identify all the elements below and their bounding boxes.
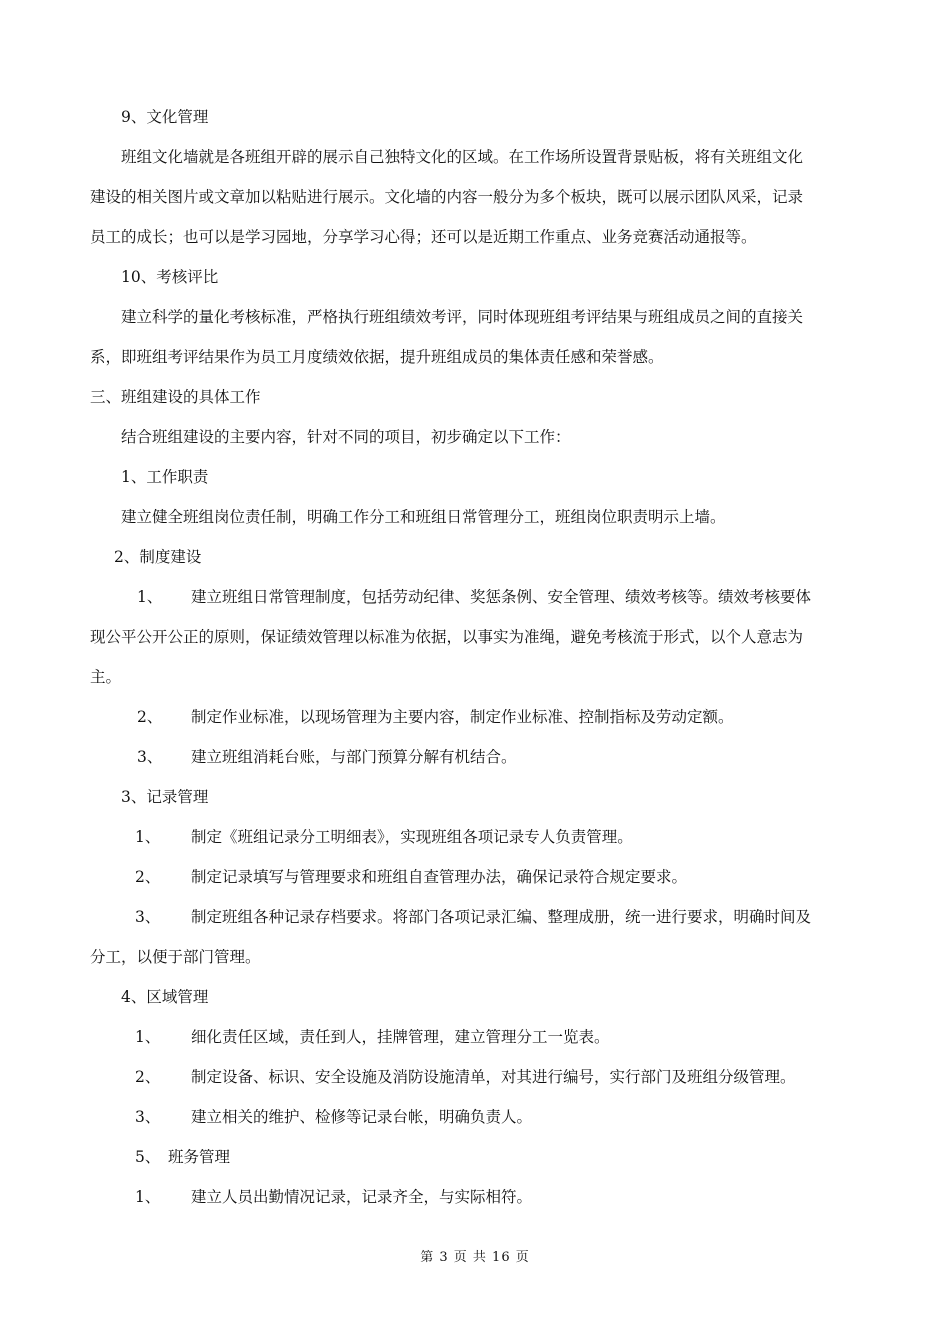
heading-number: 5、 bbox=[135, 1148, 161, 1166]
paragraph-text: 现公平公开公正的原则，保证绩效管理以标准为依据，以事实为准绳，避免考核流于形式，以个人意志为 bbox=[90, 628, 804, 646]
list-text: 制定《班组记录分工明细表》，实现班组各项记录专人负责管理。 bbox=[191, 828, 633, 846]
list-text: 建立班组消耗台账，与部门预算分解有机结合。 bbox=[191, 748, 517, 766]
list-text: 建立人员出勤情况记录，记录齐全，与实际相符。 bbox=[191, 1188, 533, 1206]
list-number: 3、 bbox=[135, 1108, 161, 1126]
paragraph-text: 建立健全班组岗位责任制，明确工作分工和班组日常管理分工，班组岗位职责明示上墙。 bbox=[121, 508, 726, 526]
paragraph-text: 建立科学的量化考核标准，严格执行班组绩效考评，同时体现班组考评结果与班组成员之间的直接关 bbox=[121, 308, 804, 326]
list-text: 建立相关的维护、检修等记录台帐，明确负责人。 bbox=[191, 1108, 533, 1126]
list-number: 1、 bbox=[135, 1028, 161, 1046]
list-number: 2、 bbox=[137, 708, 163, 726]
heading-text: 三、班组建设的具体工作 bbox=[90, 388, 261, 406]
list-number: 2、 bbox=[135, 1068, 161, 1086]
page-footer: 第 3 页 共 16 页 bbox=[420, 1250, 530, 1265]
list-text: 制定记录填写与管理要求和班组自查管理办法，确保记录符合规定要求。 bbox=[191, 868, 688, 886]
paragraph-text: 分工，以便于部门管理。 bbox=[90, 948, 261, 966]
heading-text: 4、区域管理 bbox=[121, 988, 209, 1006]
list-text: 制定班组各种记录存档要求。将部门各项记录汇编、整理成册，统一进行要求，明确时间及 bbox=[191, 908, 812, 926]
heading-text: 9、文化管理 bbox=[121, 108, 209, 126]
paragraph-text: 员工的成长；也可以是学习园地，分享学习心得；还可以是近期工作重点、业务竞赛活动通报等。 bbox=[90, 228, 757, 246]
list-number: 1、 bbox=[135, 1188, 161, 1206]
list-number: 2、 bbox=[135, 868, 161, 886]
paragraph-text: 班组文化墙就是各班组开辟的展示自己独特文化的区域。在工作场所设置背景贴板，将有关班组文化 bbox=[121, 148, 804, 166]
heading-text: 10、考核评比 bbox=[121, 268, 219, 286]
list-text: 细化责任区域，责任到人，挂牌管理，建立管理分工一览表。 bbox=[191, 1028, 610, 1046]
list-number: 1、 bbox=[137, 588, 163, 606]
heading-text: 3、记录管理 bbox=[121, 788, 209, 806]
list-number: 3、 bbox=[135, 908, 161, 926]
heading-text: 班务管理 bbox=[168, 1148, 231, 1166]
paragraph-text: 结合班组建设的主要内容，针对不同的项目，初步确定以下工作： bbox=[121, 428, 571, 446]
paragraph-text: 建设的相关图片或文章加以粘贴进行展示。文化墙的内容一般分为多个板块，既可以展示团队风采，记录 bbox=[90, 188, 804, 206]
list-number: 3、 bbox=[137, 748, 163, 766]
list-text: 建立班组日常管理制度，包括劳动纪律、奖惩条例、安全管理、绩效考核等。绩效考核要体 bbox=[191, 588, 812, 606]
list-text: 制定作业标准，以现场管理为主要内容，制定作业标准、控制指标及劳动定额。 bbox=[191, 708, 734, 726]
heading-text: 2、制度建设 bbox=[114, 548, 202, 566]
list-text: 制定设备、标识、安全设施及消防设施清单，对其进行编号，实行部门及班组分级管理。 bbox=[191, 1068, 796, 1086]
list-number: 1、 bbox=[135, 828, 161, 846]
heading-text: 1、工作职责 bbox=[121, 468, 209, 486]
paragraph-text: 主。 bbox=[90, 668, 122, 686]
paragraph-text: 系，即班组考评结果作为员工月度绩效依据，提升班组成员的集体责任感和荣誉感。 bbox=[90, 348, 664, 366]
